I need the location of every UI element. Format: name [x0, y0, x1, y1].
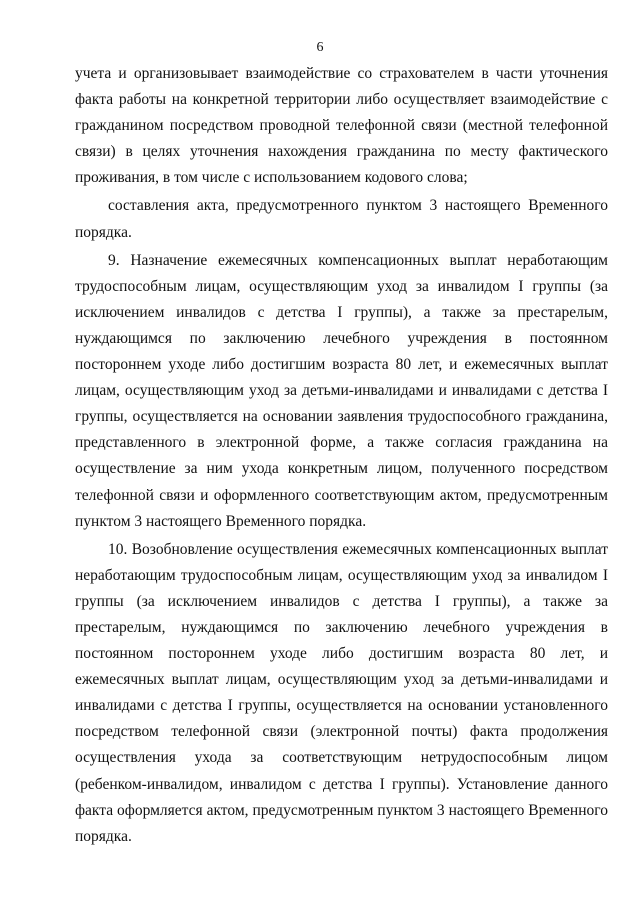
paragraph-item-9: 9. Назначение ежемесячных компенсационных выплат неработающим трудоспособным лицам, осуществляющим уход за инвалидом I группы (за исключением инвалидов с детства I группы), а также за престарелым, нуждающимся по заключению лечебного учреждения в постоянном постороннем уходе либо достигшим возраста 80 лет, и ежемесячных выплат лицам, осуществляющим уход за детьми-инвалидами и инвалидами с детства I группы, осуществляется на основании заявления трудоспособного гражданина, представленного в электронной форме, а также согласия гражданина на осуществление за ним ухода конкретным лицом, полученного посредством телефонной связи и оформленного соответствующим актом, предусмотренным пунктом 3 настоящего Временного порядка.	[75, 251, 608, 530]
paragraph-continuation: учета и организовывает взаимодействие со страхователем в части уточнения факта работы на конкретной территории либо осуществляет взаимодействие с гражданином посредством проводной телефонной связи (местной телефонной связи) в целях уточнения нахождения гражданина по месту фактического проживания, в том числе с использованием кодового слова;	[75, 65, 608, 187]
paragraph-item-10: 10. Возобновление осуществления ежемесячных компенсационных выплат неработающим трудоспособным лицам, осуществляющим уход за инвалидом I группы (за исключением инвалидов с детства I группы), а также за престарелым, нуждающимся по заключению лечебного учреждения в постоянном постороннем уходе либо достигшим возраста 80 лет, и ежемесячных выплат лицам, осуществляющим уход за детьми-инвалидами и инвалидами с детства I группы, осуществляется на основании установленного посредством телефонной связи (электронной почты) факта продолжения осуществления ухода за соответствующим нетрудоспособным лицом (ребенком-инвалидом, инвалидом с детства I группы). Установление данного факта оформляется актом, предусмотренным пунктом 3 настоящего Временного порядка.	[75, 540, 608, 845]
document-body	[75, 61, 608, 850]
paragraph-act-drafting: составления акта, предусмотренного пунктом 3 настоящего Временного порядка.	[75, 197, 608, 241]
page-number: 6	[316, 40, 324, 55]
